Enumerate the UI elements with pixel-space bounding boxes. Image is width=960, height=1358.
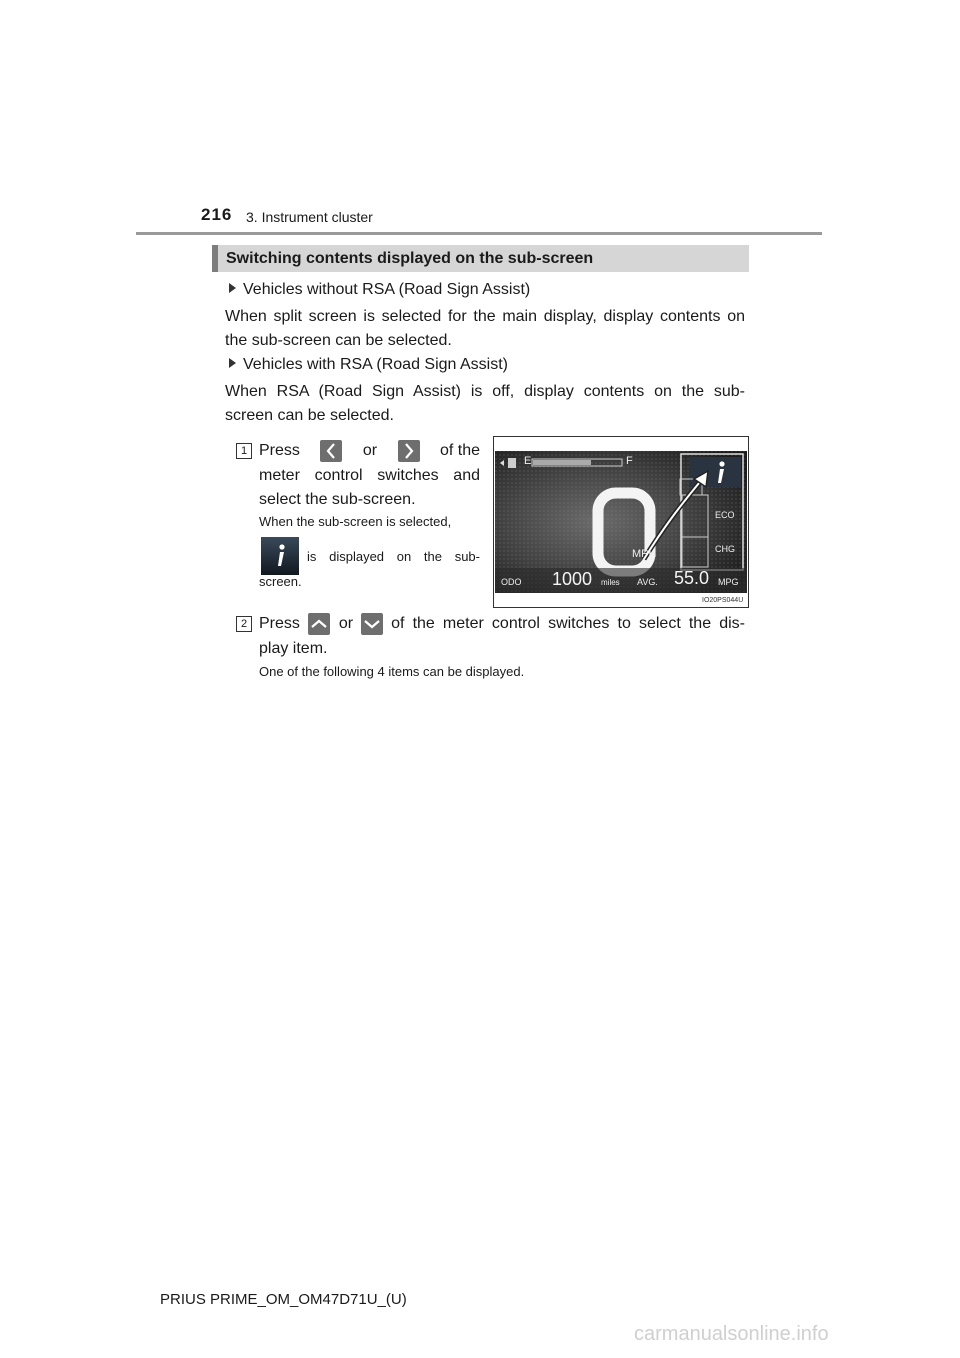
odo-unit: miles (601, 578, 620, 587)
bullet-title: Vehicles with RSA (Road Sign Assist) (243, 356, 509, 373)
bullet-without-rsa (229, 281, 530, 299)
step-1-text (259, 438, 480, 512)
paragraph-line: When RSA (Road Sign Assist) is off, display contents on the sub- (225, 383, 745, 400)
chevron-left-icon (320, 440, 342, 462)
step-1-note (259, 512, 480, 532)
footer-doc-id: PRIUS PRIME_OM_OM47D71U_(U) (160, 1291, 407, 1308)
avg-unit: MPG (718, 577, 739, 587)
step-2-text (259, 611, 745, 661)
image-code: IO20PS044U (702, 597, 744, 604)
paragraph-without-rsa (225, 305, 745, 353)
header-rule (136, 232, 822, 235)
avg-value: 55.0 (674, 568, 710, 588)
paragraph-with-rsa (225, 380, 745, 428)
fuel-full-label: F (626, 455, 633, 467)
step-2-or: or (338, 615, 354, 632)
step-1-note-line1: When the sub-screen is selected, (259, 514, 452, 529)
chevron-down-icon (361, 613, 383, 635)
speed-unit: MPH (632, 548, 657, 560)
step-1-badge: 1 (236, 443, 252, 459)
paragraph-line: the sub-screen can be selected. (225, 332, 452, 349)
chevron-up-icon (308, 613, 330, 635)
bullet-title: Vehicles without RSA (Road Sign Assist) (243, 281, 531, 298)
step-1-note-line3: screen. (259, 574, 302, 589)
avg-label: AVG. (637, 577, 658, 587)
paragraph-line: screen can be selected. (225, 407, 394, 424)
step-1-press: Press (259, 442, 300, 459)
step-2-line2: play item. (259, 640, 328, 657)
step-1-or: or (362, 442, 378, 459)
section-title: 3. Instrument cluster (246, 209, 373, 225)
step-2-rest: of the meter control switches to select the dis- (391, 615, 745, 632)
section-heading: Switching contents displayed on the sub-screen (226, 250, 594, 267)
step-2-note: One of the following 4 items can be displayed. (259, 664, 525, 679)
page-number: 216 (201, 205, 233, 224)
step-1-note-line2: is displayed on the sub- (307, 549, 480, 564)
triangle-bullet-icon (229, 358, 236, 368)
eco-label: ECO (715, 510, 735, 520)
fuel-empty-label: E (524, 455, 532, 467)
triangle-bullet-icon (229, 283, 236, 293)
step-1-of-the: of the (439, 442, 480, 459)
section-heading-box (212, 245, 749, 272)
step-2-badge: 2 (236, 616, 252, 632)
paragraph-line: When split screen is selected for the main display, display contents on (225, 308, 745, 325)
instrument-cluster-illustration (493, 436, 749, 608)
watermark: carmanualsonline.info (634, 1323, 829, 1345)
step-2-press: Press (259, 615, 300, 632)
step-1-line2: meter control switches and (259, 467, 480, 484)
info-icon (261, 537, 299, 575)
bullet-with-rsa (229, 356, 508, 374)
step-1-line3: select the sub-screen. (259, 491, 416, 508)
odo-label: ODO (501, 577, 522, 587)
chevron-right-icon (398, 440, 420, 462)
chg-label: CHG (715, 544, 735, 554)
odo-value: 1000 (552, 569, 593, 589)
